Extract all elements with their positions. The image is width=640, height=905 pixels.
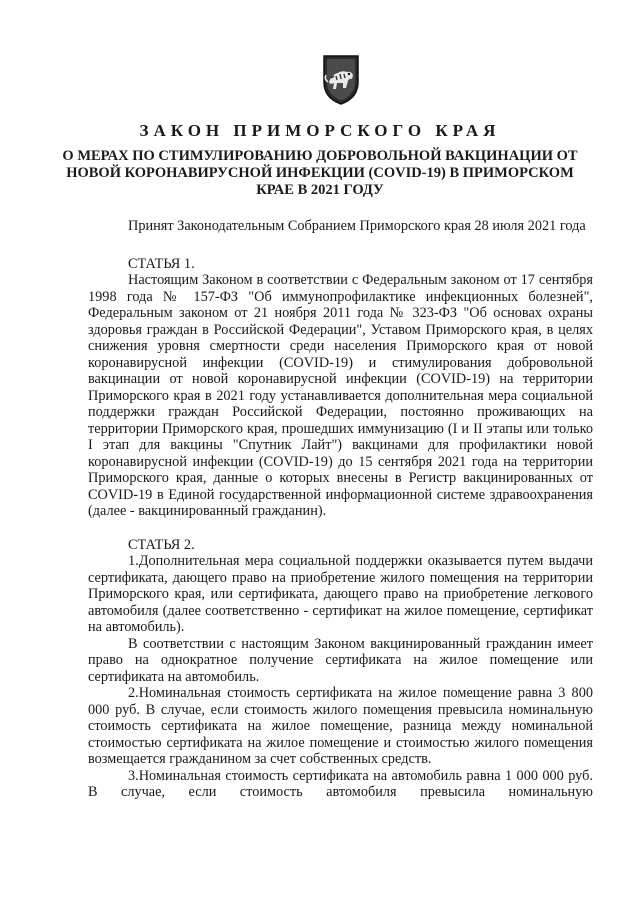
law-subtitle: О МЕРАХ ПО СТИМУЛИРОВАНИЮ ДОБРОВОЛЬНОЙ ВАКЦИНАЦИИ ОТ НОВОЙ КОРОНАВИРУСНОЙ ИНФЕКЦИИ (COVID-19) В ПРИМОРСКОМ КРАЕ В 2021 ГОДУ xyxy=(62,148,578,198)
adoption-note: Принят Законодательным Собранием Приморского края 28 июля 2021 года xyxy=(128,218,586,234)
law-title: ЗАКОН ПРИМОРСКОГО КРАЯ xyxy=(139,121,501,140)
document-body xyxy=(88,218,593,801)
article-2-paragraph-3: 2.Номинальная стоимость сертификата на жилое помещение равна 3 800 000 руб. В случае, если стоимость жилого помещения превысила номинальную стоимость сертификата на жилое помещение, разница между номинальной стоимостью сертификата на жилое помещение и стоимостью жилого помещения возмещается гражданином за счет собственных средств. xyxy=(88,685,593,767)
article-2-paragraph-2: В соответствии с настоящим Законом вакцинированный гражданин имеет право на однократное получение сертификата на жилое помещение или сертификата на автомобиль. xyxy=(88,635,593,685)
article-2-paragraph-4: 3.Номинальная стоимость сертификата на автомобиль равна 1 000 000 руб. В случае, если стоимость автомобиля превысила номинальную xyxy=(88,767,593,800)
article-1-heading: СТАТЬЯ 1. xyxy=(128,255,195,272)
article-2-heading: СТАТЬЯ 2. xyxy=(128,536,195,553)
article-1-text: Настоящим Законом в соответствии с Федеральным законом от 17 сентября 1998 года № 157-ФЗ "Об иммунопрофилактике инфекционных болезней", Федеральным законом от 21 ноября 2011 года № 323-ФЗ "Об основах охраны здоровья граждан в Российской Федерации", Уставом Приморского края, в целях снижения уровня смертности среди населения Приморского края от новой коронавирусной инфекции (COVID-19) и стимулирования добровольной вакцинации от новой коронавирусной инфекции (COVID-19) на территории Приморского края в 2021 году устанавливается дополнительная мера социальной поддержки граждан Российской Федерации, постоянно проживающих на территории Приморского края, прошедших иммунизацию (I и II этапы или только I этап для вакцины "Спутник Лайт") вакцинами для профилактики новой коронавирусной инфекции (COVID-19) до 15 сентября 2021 года на территории Приморского края, данные о которых внесены в Регистр вакцинированных от COVID-19 в Единой государственной информационной системе здравоохранения (далее - вакцинированный гражданин). xyxy=(88,272,593,519)
coat-of-arms-icon xyxy=(318,52,364,106)
article-2-paragraph-1: 1.Дополнительная мера социальной поддержки оказывается путем выдачи сертификата, дающего право на приобретение жилого помещения на территории Приморского края, или сертификата, дающего право на приобретение легкового автомобиля (далее соответственно - сертификат на жилое помещение, сертификат на автомобиль). xyxy=(88,553,593,635)
